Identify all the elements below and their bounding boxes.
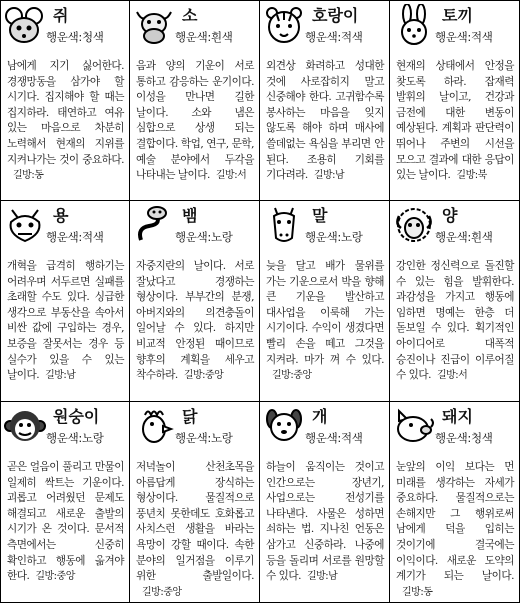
lucky-direction: 길방:북 bbox=[456, 170, 487, 182]
lucky-direction: 길방:중앙 bbox=[35, 571, 75, 583]
luck-color: 행운색:흰색 bbox=[435, 230, 493, 244]
rabbit-icon bbox=[393, 4, 435, 46]
luck-color: 행운색:청색 bbox=[46, 30, 104, 44]
lucky-direction: 길방:서 bbox=[436, 370, 468, 382]
luck-color: 행운색:노랑 bbox=[46, 431, 104, 445]
zodiac-name: 토끼 bbox=[442, 6, 473, 25]
fortune-text: 저녁놀이 산천초목을 아름답게 장식하는 형상이다. 물질적으로 풍년치 못한데도 호화롭고 사치스런 생활을 바라는 욕망이 강할 때이다. 속한 분야의 일거점을 이루기 위한 출발일이다.길방:중앙 bbox=[136, 461, 254, 598]
zodiac-card-ox bbox=[129, 0, 260, 201]
luck-color: 행운색:흰색 bbox=[175, 30, 233, 44]
tiger-icon bbox=[263, 4, 305, 46]
zodiac-card-horse bbox=[259, 200, 390, 402]
fortune-text: 음과 양의 기운이 서로 통하고 감응하는 운기이다. 이성을 만나면 길한 날이다. 소와 냄은 심합으로 상생 되는 결합이다. 학업, 연구, 문학, 예술 분야에서 두각을 나타내는 날이다. 길방:서 bbox=[136, 60, 254, 182]
fortune-text: 남에게 지기 싫어한다. 경쟁망동을 삼가야 할 시기다. 집지해야 할 때는 집지하라. 태연하고 여유 있는 마음으로 차분히 노력해서 현재의 지위를 지켜나가는 것이 중요하다.길방:동 bbox=[7, 60, 124, 182]
monkey-icon bbox=[4, 405, 46, 447]
fortune-text: 늦을 달고 배가 물위를 가는 기운으로서 박을 향해 큰 기운을 발산하고 대사업을 이룩해 가는 시기이다. 수익이 생겼다면 빨리 손을 떼고 그것을 지켜라. 마가 껴 수 있다.길방:중앙 bbox=[266, 260, 384, 382]
zodiac-card-tiger bbox=[259, 0, 390, 201]
lucky-direction: 길방:동 bbox=[402, 586, 433, 598]
zodiac-card-pig bbox=[389, 401, 520, 603]
zodiac-card-rat bbox=[0, 0, 130, 201]
zodiac-card-rabbit bbox=[389, 0, 520, 201]
zodiac-name: 개 bbox=[312, 407, 328, 426]
zodiac-name: 호랑이 bbox=[312, 6, 359, 25]
zodiac-card-sheep bbox=[389, 200, 520, 402]
zodiac-name: 말 bbox=[312, 206, 328, 225]
lucky-direction: 길방:중앙 bbox=[142, 586, 182, 598]
luck-color: 행운색:적색 bbox=[305, 431, 363, 445]
zodiac-card-dragon bbox=[0, 200, 130, 402]
lucky-direction: 길방:중앙 bbox=[272, 370, 312, 382]
fortune-text: 강인한 정신력으로 돌진할 수 있는 힘을 발휘한다. 과감성을 가지고 행동에 임하면 명예는 한층 더 돋보일 수 있다. 획기적인 아이디어로 대폭적 승진이나 진급이 이루어질 수 있다. 길방:서 bbox=[396, 260, 514, 382]
snake-icon bbox=[133, 204, 175, 246]
luck-color: 행운색:청색 bbox=[435, 431, 493, 445]
lucky-direction: 길방:남 bbox=[306, 571, 338, 583]
zodiac-name: 용 bbox=[53, 206, 69, 225]
fortune-text: 개혁을 급격히 행하기는 어려우며 서두르면 실패를 초래할 수도 있다. 싱급한 생각으로 부동산을 속아서 비싼 값에 구입하는 경우, 보증을 잘못서는 경우 등 실수가 있을 수 있는 날이다. 길방:남 bbox=[7, 260, 124, 382]
horse-icon bbox=[263, 204, 305, 246]
rat-icon bbox=[4, 4, 46, 46]
sheep-icon bbox=[393, 204, 435, 246]
fortune-text: 자중지란의 날이다. 서로 잘났다고 경쟁하는 형상이다. 부부간의 분쟁, 아버지와의 의견충돌이 일어날 수 있다. 하지만 비교적 안정된 때이므로 향후의 계획을 세우고 착수하라. 길방:중앙 bbox=[136, 260, 254, 382]
luck-color: 행운색:적색 bbox=[46, 230, 104, 244]
dog-icon bbox=[263, 405, 305, 447]
lucky-direction: 길방:서 bbox=[215, 170, 247, 182]
zodiac-name: 돼지 bbox=[442, 407, 473, 426]
rooster-icon bbox=[133, 405, 175, 447]
ox-icon bbox=[133, 4, 175, 46]
luck-color: 행운색:적색 bbox=[305, 30, 363, 44]
lucky-direction: 길방:남 bbox=[313, 170, 345, 182]
fortune-text: 외견상 화려하고 성대한 것에 사로잡히지 말고 신중해야 한다. 고귀함수록 봉사하는 마음을 잊지 않도록 해야 하며 매사에 쓸데없는 욕심을 부리면 안 된다. 조용히 기회를 기다려라. 길방:남 bbox=[266, 60, 384, 182]
luck-color: 행운색:노랑 bbox=[175, 431, 233, 445]
pig-icon bbox=[393, 405, 435, 447]
fortune-text: 눈앞의 이익 보다는 먼 미래를 생각하는 자세가 중요하다. 물질적으로는 손해지만 그 행위로써 남에게 덕을 입히는 것이기에 결국에는 이익이다. 새로운 도약의 계기가 되는 날이다.길방:동 bbox=[396, 461, 514, 598]
fortune-text: 현재의 상태에서 안정을 찾도록 하라. 잡재력 발휘의 날이고, 건강과 금전에 대한 변동이 예상된다. 계획과 판단력이 뛰어나 주변의 시선을 모으고 결과에 대한 응답이 있는 날이다. 길방:북 bbox=[396, 60, 514, 182]
luck-color: 행운색:노랑 bbox=[175, 230, 233, 244]
lucky-direction: 길방:중앙 bbox=[183, 370, 224, 382]
luck-color: 행운색:노랑 bbox=[305, 230, 363, 244]
zodiac-card-dog bbox=[259, 401, 390, 603]
zodiac-name: 닭 bbox=[182, 407, 198, 426]
zodiac-name: 소 bbox=[182, 6, 198, 25]
fortune-text: 곧은 얼음이 풀리고 만물이 일제히 싹트는 기운이다. 괴롭고 어려웠던 문제도 해결되고 새로운 출발의 시기가 온 것이다. 문서적 측면에서는 신중히 확인하고 행동에 옮겨야 한다. 길방:중앙 bbox=[7, 461, 124, 583]
dragon-icon bbox=[4, 204, 46, 246]
lucky-direction: 길방:동 bbox=[13, 170, 44, 182]
zodiac-card-rooster bbox=[129, 401, 260, 603]
lucky-direction: 길방:남 bbox=[45, 370, 76, 382]
zodiac-name: 쥐 bbox=[53, 6, 69, 25]
zodiac-card-monkey bbox=[0, 401, 130, 603]
zodiac-name: 원숭이 bbox=[53, 407, 100, 426]
luck-color: 행운색:적색 bbox=[435, 30, 493, 44]
zodiac-name: 양 bbox=[442, 206, 458, 225]
fortune-text: 하늘이 움직이는 것이고 인간으로는 장년기, 사업으로는 전성기를 나타낸다. 사물은 성하면 쇠하는 법. 지나친 언동은 삼가고 신중하라. 나중에 등을 돌리며 서로를 원망할 수 있다. 길방:남 bbox=[266, 461, 384, 583]
zodiac-card-snake bbox=[129, 200, 260, 402]
zodiac-name: 뱀 bbox=[182, 206, 198, 225]
